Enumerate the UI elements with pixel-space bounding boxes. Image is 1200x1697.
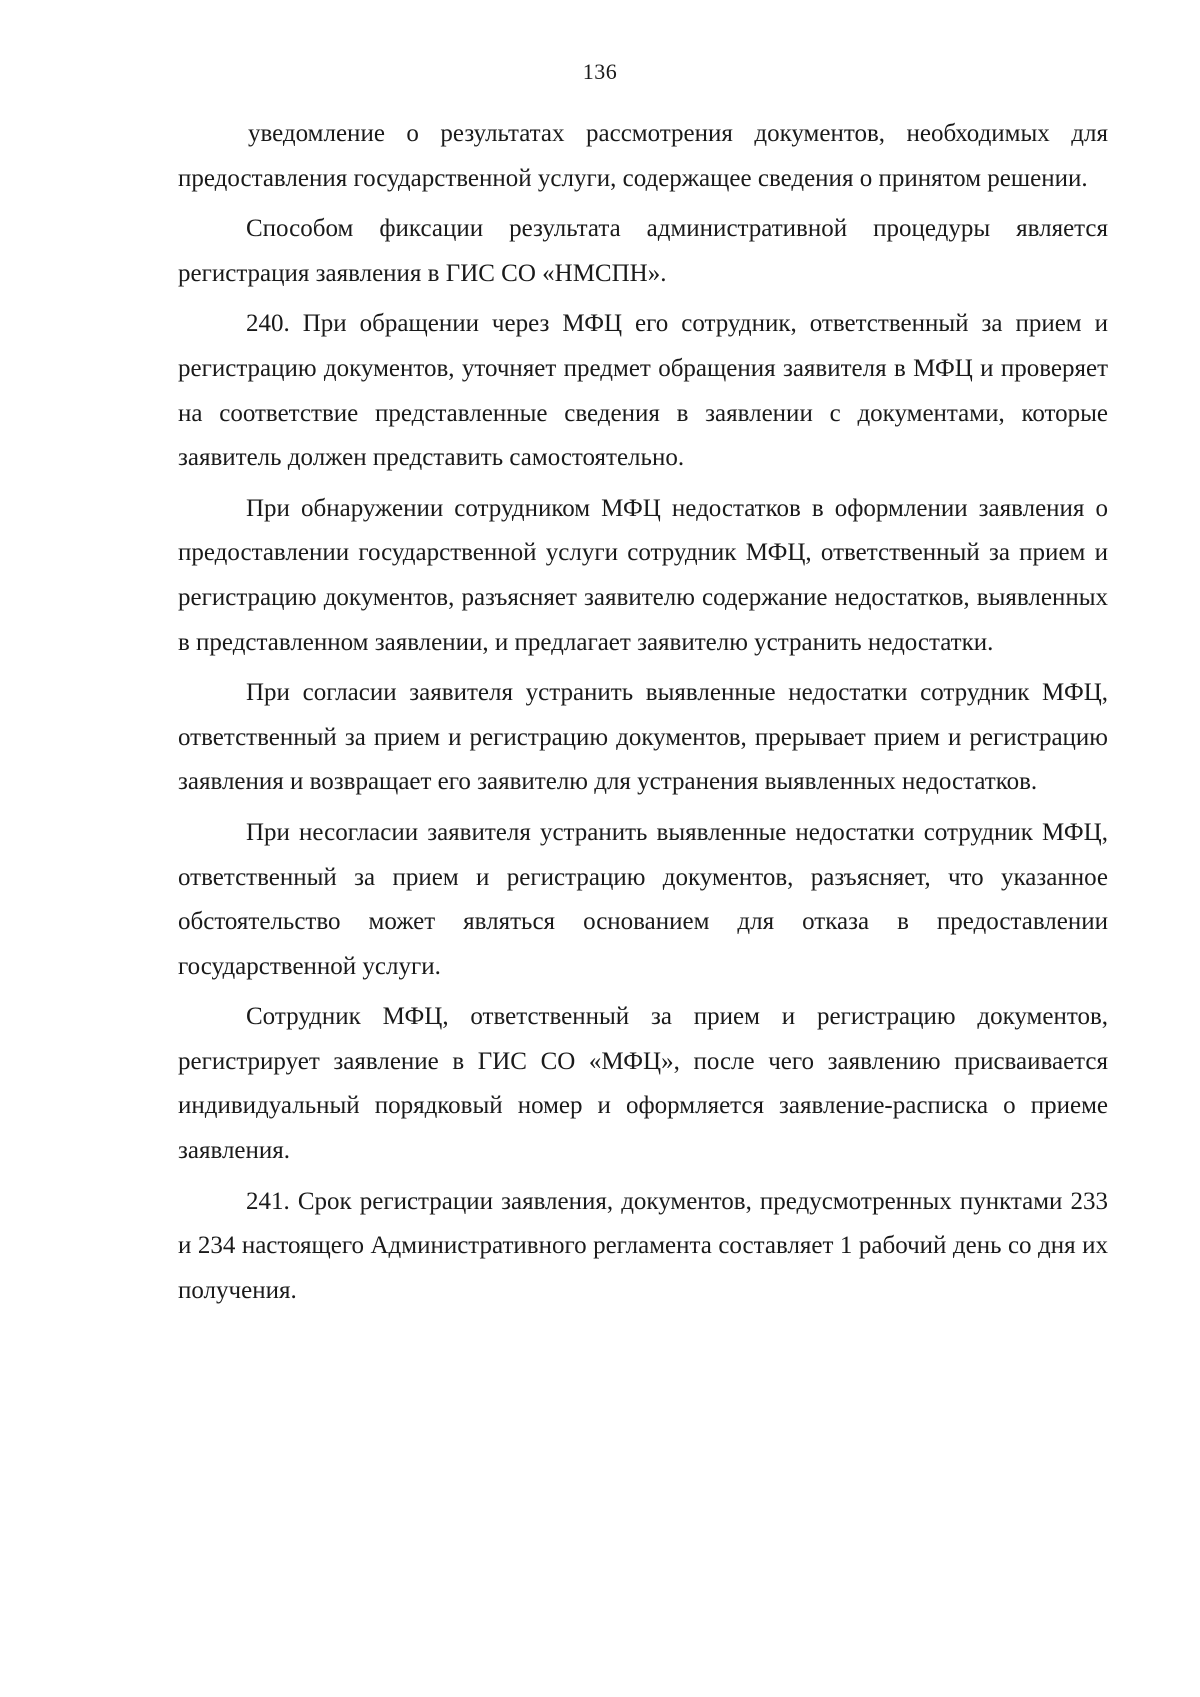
paragraph: 241. Срок регистрации заявления, документов, предусмотренных пунктами 233 и 234 настоящего Административного регламента составляет 1 рабочий день со дня их получения. bbox=[178, 1187, 1108, 1304]
document-body bbox=[178, 112, 1108, 1319]
paragraph: Способом фиксации результата административной процедуры является регистрация заявления в ГИС СО «НМСПН». bbox=[178, 215, 1108, 287]
paragraph: 240. При обращении через МФЦ его сотрудник, ответственный за прием и регистрацию документов, уточняет предмет обращения заявителя в МФЦ и проверяет на соответствие представленные сведения в заявлении с документами, которые заявитель должен представить самостоятельно. bbox=[178, 310, 1108, 472]
page-number: 136 bbox=[582, 59, 618, 84]
paragraph: При согласии заявителя устранить выявленные недостатки сотрудник МФЦ, ответственный за прием и регистрацию документов, прерывает прием и регистрацию заявления и возвращает его заявителю для устранения выявленных недостатков. bbox=[178, 679, 1108, 796]
paragraph: При обнаружении сотрудником МФЦ недостатков в оформлении заявления о предоставлении государственной услуги сотрудник МФЦ, ответственный за прием и регистрацию документов, разъясняет заявителю содержание недостатков, выявленных в представленном заявлении, и предлагает заявителю устранить недостатки. bbox=[178, 494, 1108, 656]
paragraph: Сотрудник МФЦ, ответственный за прием и регистрацию документов, регистрирует заявление в ГИС СО «МФЦ», после чего заявлению присваивается индивидуальный порядковый номер и оформляется заявление-расписка о приеме заявления. bbox=[178, 1003, 1108, 1165]
paragraph: При несогласии заявителя устранить выявленные недостатки сотрудник МФЦ, ответственный за прием и регистрацию документов, разъясняет, что указанное обстоятельство может являться основанием для отказа в предоставлении государственной услуги. bbox=[178, 818, 1108, 980]
paragraph: уведомление о результатах рассмотрения документов, необходимых для предоставления государственной услуги, содержащее сведения о принятом решении. bbox=[178, 120, 1108, 192]
